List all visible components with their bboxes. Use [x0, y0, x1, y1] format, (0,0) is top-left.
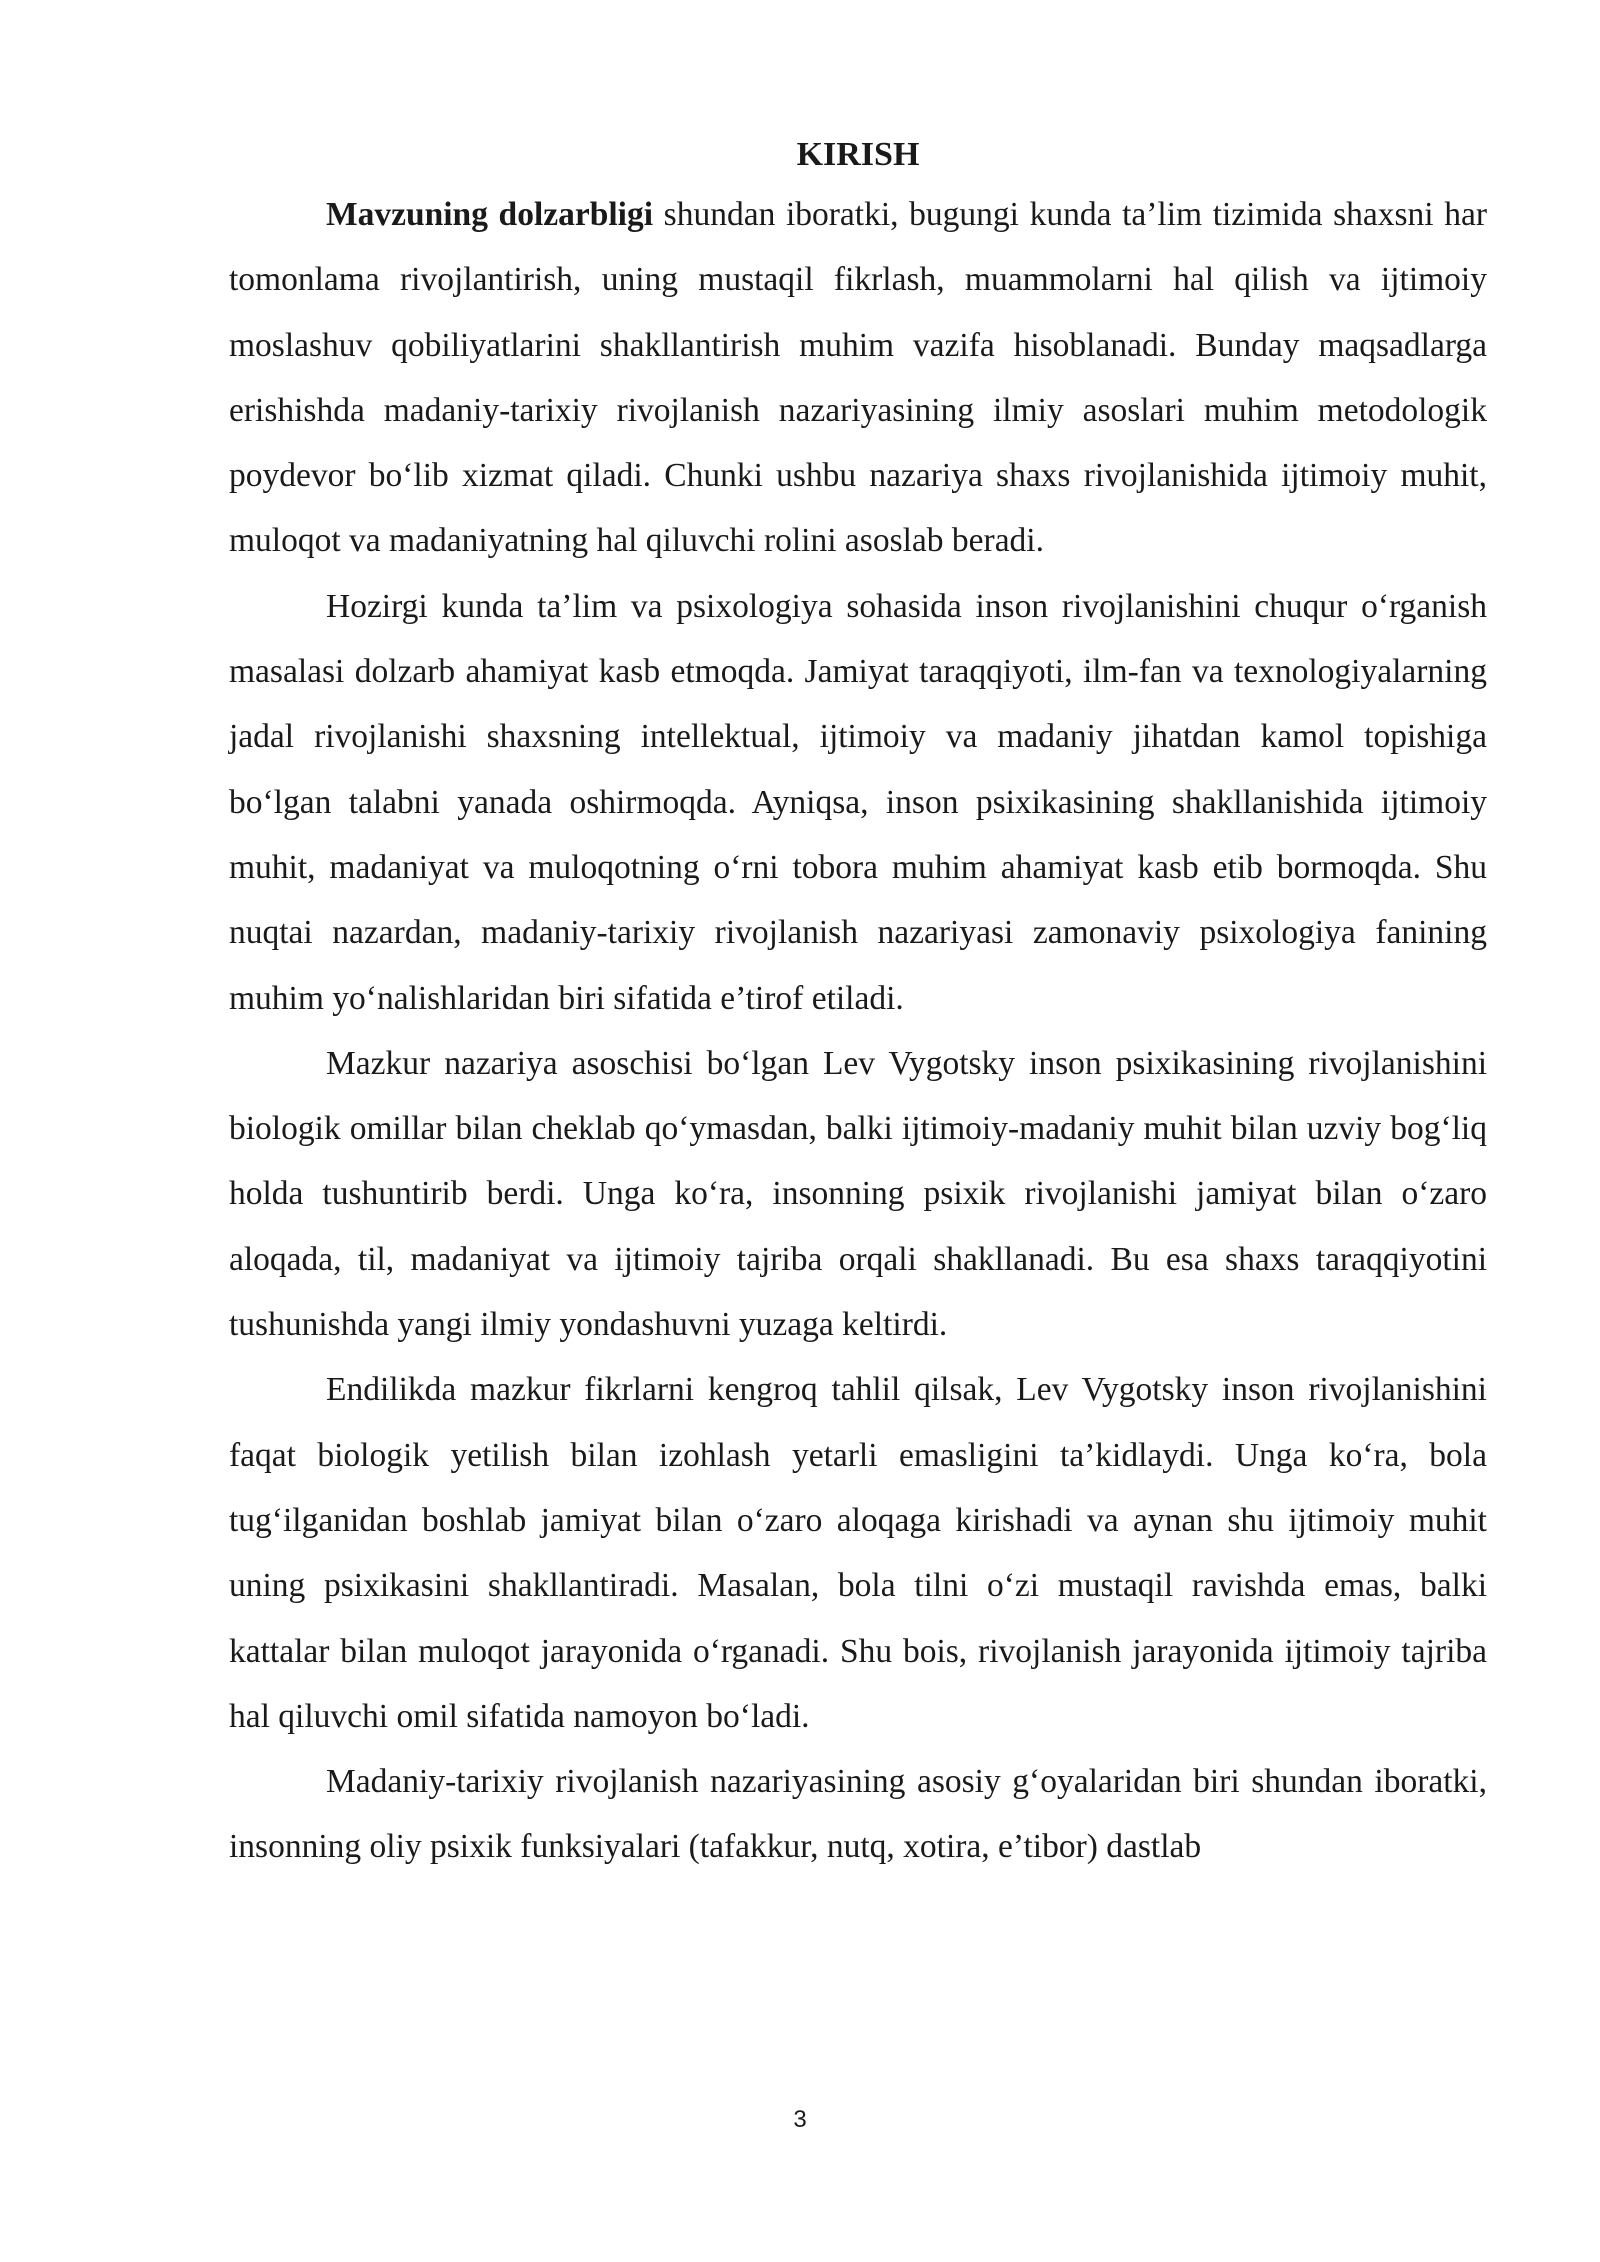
paragraph-1: [229, 182, 1487, 574]
paragraph-5: Madaniy-tarixiy rivojlanish nazariyasining asosiy g‘oyalaridan biri shundan iboratki, insonning oliy psixik funksiyalari (tafakkur, nutq, xotira, e’tibor) dastlab: [229, 1763, 1487, 1866]
paragraph-lead-bold: Mavzuning dolzarbligi: [326, 196, 654, 233]
page-title: KIRISH: [796, 136, 920, 173]
paragraph-1-text: shundan iboratki, bugungi kunda ta’lim tizimida shaxsni har tomonlama rivojlantirish, uning mustaqil fikrlash, muammolarni hal qilish va ijtimoiy moslashuv qobiliyatlarini shakllantirish muhim vazifa hisoblanadi. Bunday maqsadlarga erishishda madaniy-tarixiy rivojlanish nazariyasining ilmiy asoslari muhim metodologik poydevor bo‘lib xizmat qiladi. Chunki ushbu nazariya shaxs rivojlanishida ijtimoiy muhit, muloqot va madaniyatning hal qiluvchi rolini asoslab beradi.: [229, 196, 1487, 560]
page-number: 3: [793, 2106, 807, 2133]
paragraph-3: Mazkur nazariya asoschisi bo‘lgan Lev Vygotsky inson psixikasining rivojlanishini biologik omillar bilan cheklab qo‘ymasdan, balki ijtimoiy-madaniy muhit bilan uzviy bog‘liq holda tushuntirib berdi. Unga ko‘ra, insonning psixik rivojlanishi jamiyat bilan o‘zaro aloqada, til, madaniyat va ijtimoiy tajriba orqali shakllanadi. Bu esa shaxs taraqqiyotini tushunishda yangi ilmiy yondashuvni yuzaga keltirdi.: [229, 1044, 1487, 1344]
paragraph-4: Endilikda mazkur fikrlarni kengroq tahlil qilsak, Lev Vygotsky inson rivojlanishini faqat biologik yetilish bilan izohlash yetarli emasligini ta’kidlaydi. Unga ko‘ra, bola tug‘ilganidan boshlab jamiyat bilan o‘zaro aloqaga kirishadi va aynan shu ijtimoiy muhit uning psixikasini shakllantiradi. Masalan, bola tilni o‘zi mustaqil ravishda emas, balki kattalar bilan muloqot jarayonida o‘rganadi. Shu bois, rivojlanish jarayonida ijtimoiy tajriba hal qiluvchi omil sifatida namoyon bo‘ladi.: [229, 1371, 1487, 1735]
paragraph-2: Hozirgi kunda ta’lim va psixologiya sohasida inson rivojlanishini chuqur o‘rganish masalasi dolzarb ahamiyat kasb etmoqda. Jamiyat taraqqiyoti, ilm-fan va texnologiyalarning jadal rivojlanishi shaxsning intellektual, ijtimoiy va madaniy jihatdan kamol topishiga bo‘lgan talabni yanada oshirmoqda. Ayniqsa, inson psixikasining shakllanishida ijtimoiy muhit, madaniyat va muloqotning o‘rni tobora muhim ahamiyat kasb etib bormoqda. Shu nuqtai nazardan, madaniy-tarixiy rivojlanish nazariyasi zamonaviy psixologiya fanining muhim yo‘nalishlaridan biri sifatida e’tirof etiladi.: [229, 587, 1487, 1017]
document-body: [229, 128, 1487, 1880]
